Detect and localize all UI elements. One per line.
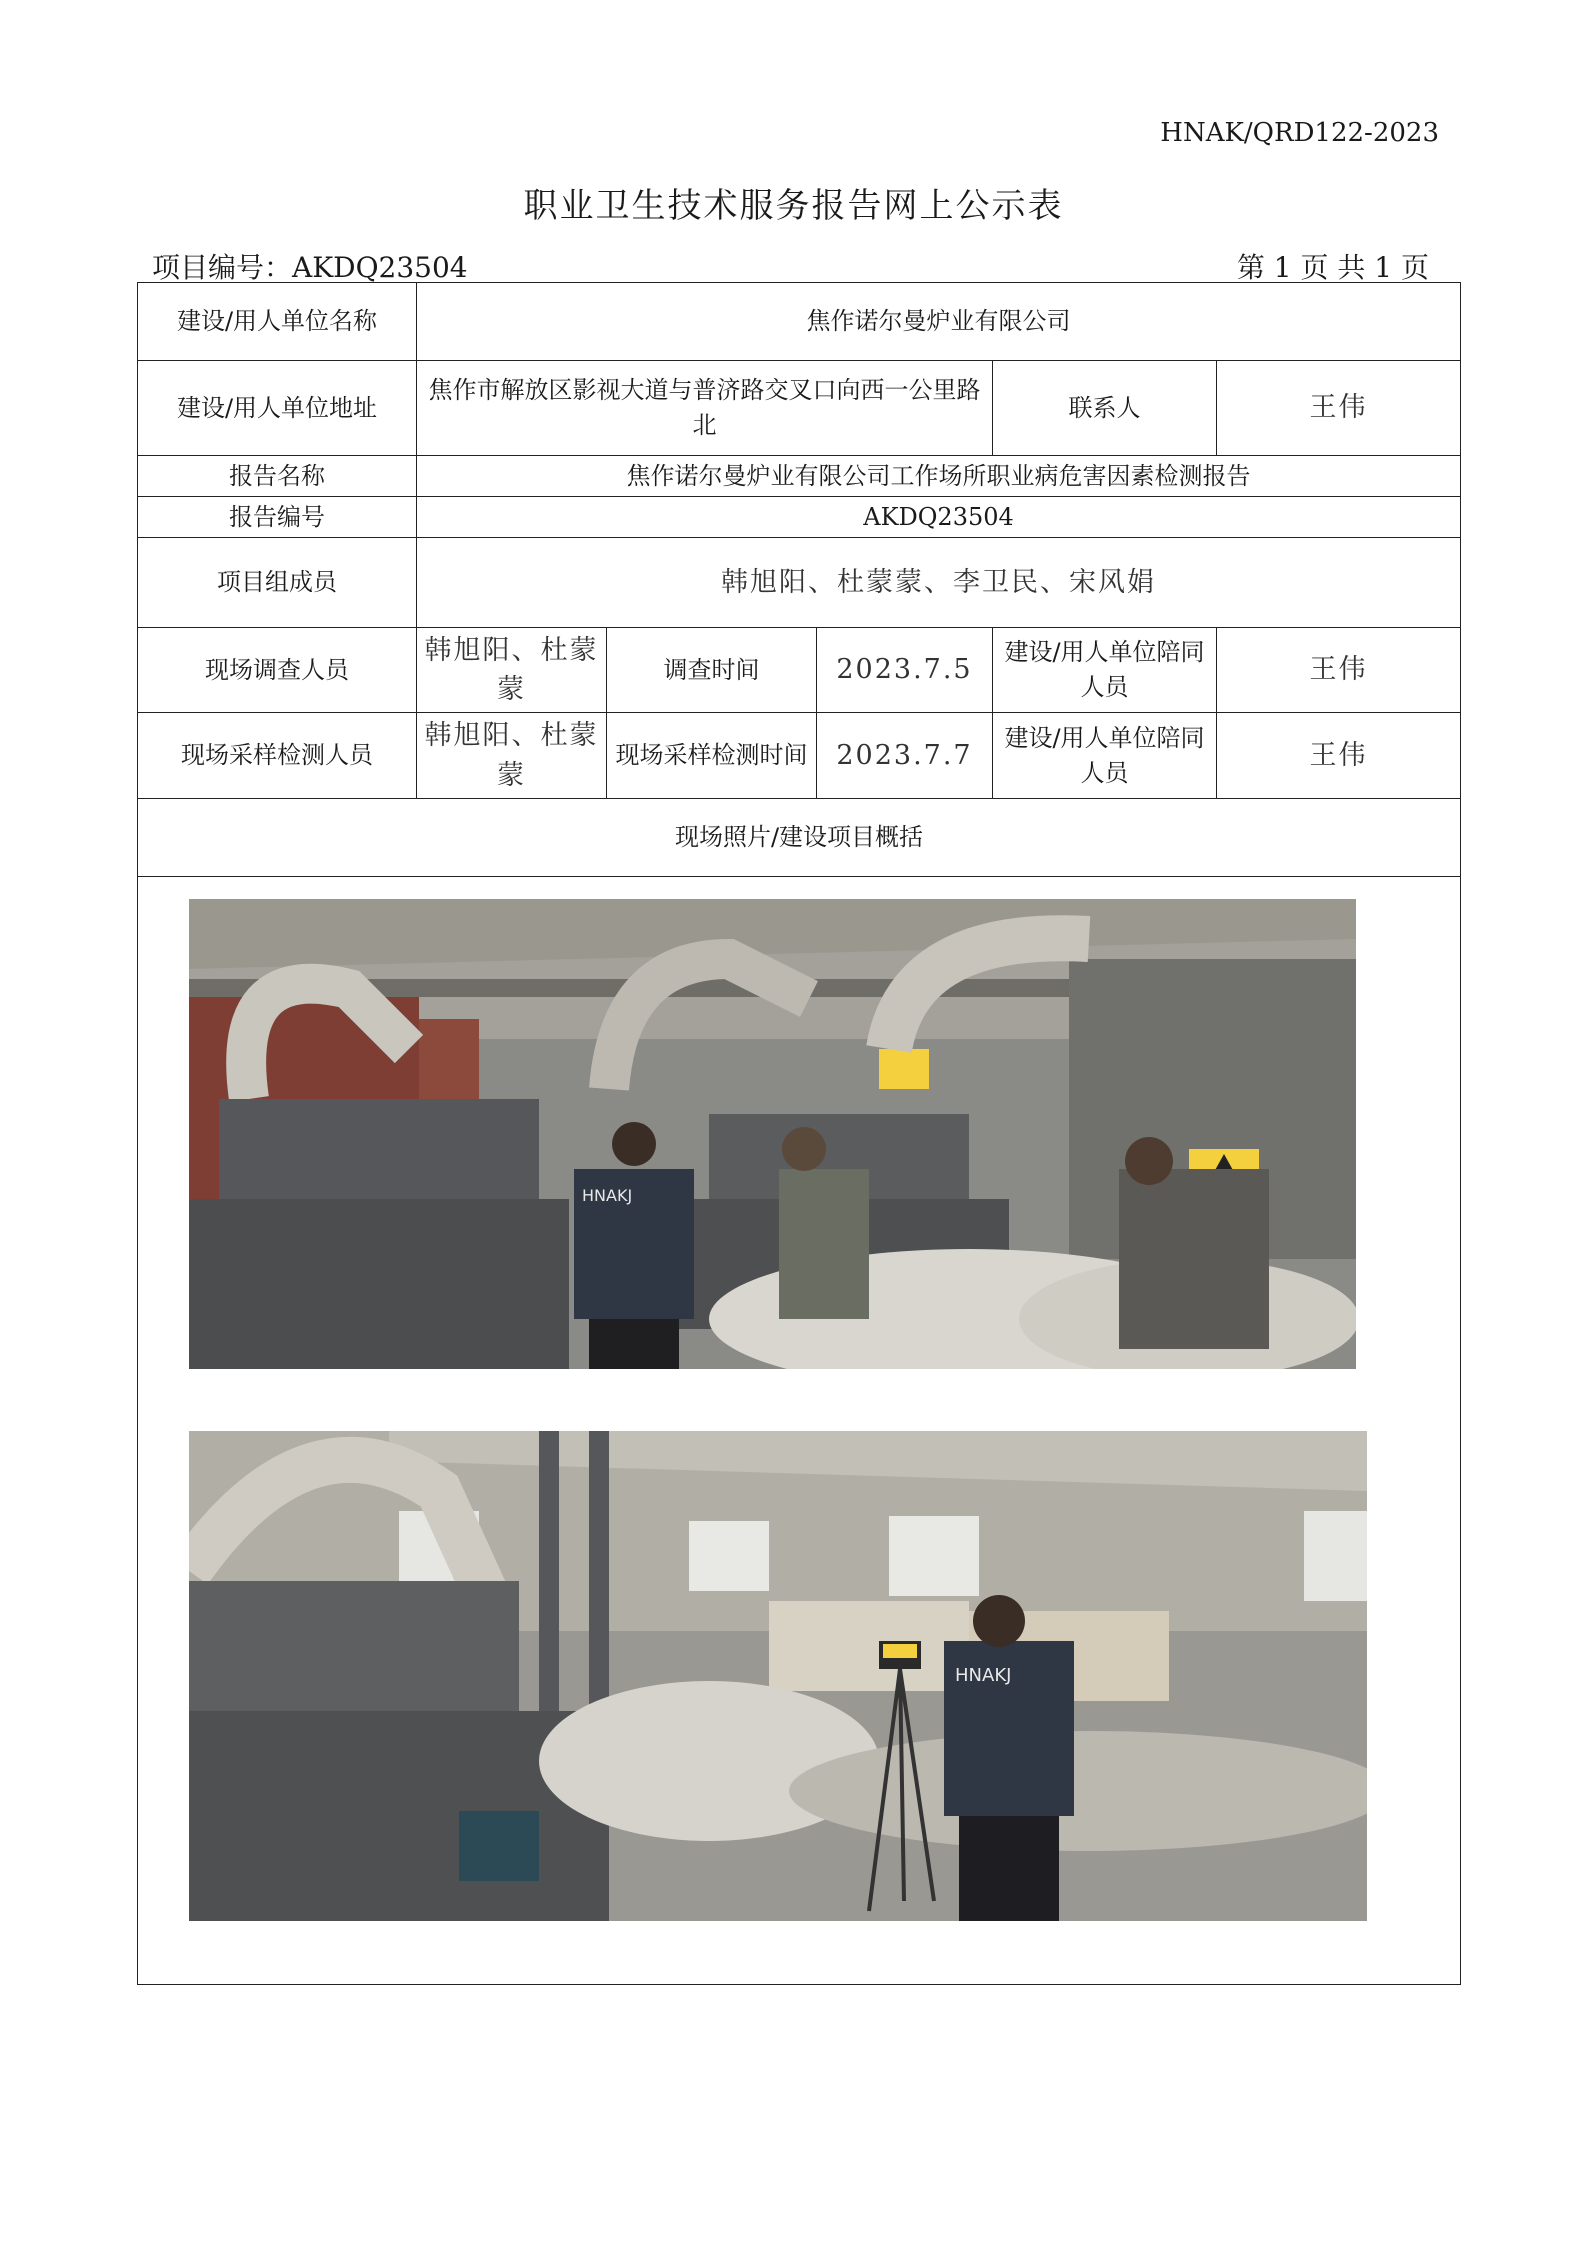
photos-cell (138, 877, 1461, 1985)
sampling-escort-value: 王伟 (1217, 713, 1461, 799)
table-row (138, 361, 1461, 456)
table-row (138, 799, 1461, 877)
survey-escort-label: 建设/用人单位陪同人员 (993, 628, 1217, 713)
sampling-escort-label: 建设/用人单位陪同人员 (993, 713, 1217, 799)
members-value: 韩旭阳、杜蒙蒙、李卫民、宋风娟 (417, 538, 1461, 628)
survey-time-label: 调查时间 (607, 628, 817, 713)
survey-time-value: 2023.7.5 (817, 628, 993, 713)
page-info: 第 1 页 共 1 页 (1236, 251, 1429, 284)
sampling-staff-label: 现场采样检测人员 (138, 713, 417, 799)
report-name-label: 报告名称 (138, 456, 417, 497)
site-photo-1-image (189, 899, 1356, 1369)
address-value: 焦作市解放区影视大道与普济路交叉口向西一公里路北 (417, 361, 993, 456)
site-photo-2-image (189, 1431, 1367, 1921)
report-number-label: 报告编号 (138, 497, 417, 538)
table-row (138, 713, 1461, 799)
table-row (138, 283, 1461, 361)
sampling-time-value: 2023.7.7 (817, 713, 993, 799)
contact-value: 王伟 (1217, 361, 1461, 456)
table-row (138, 877, 1461, 1985)
survey-staff-value: 韩旭阳、杜蒙蒙 (417, 628, 607, 713)
table-row (138, 456, 1461, 497)
survey-staff-label: 现场调查人员 (138, 628, 417, 713)
report-number-value: AKDQ23504 (417, 497, 1461, 538)
sampling-time-label: 现场采样检测时间 (607, 713, 817, 799)
report-name-value: 焦作诺尔曼炉业有限公司工作场所职业病危害因素检测报告 (417, 456, 1461, 497)
project-number: 项目编号：AKDQ23504 (152, 251, 468, 284)
table-row (138, 497, 1461, 538)
survey-escort-value: 王伟 (1217, 628, 1461, 713)
members-label: 项目组成员 (138, 538, 417, 628)
sampling-staff-value: 韩旭阳、杜蒙蒙 (417, 713, 607, 799)
table-row (138, 628, 1461, 713)
unit-name-label: 建设/用人单位名称 (138, 283, 417, 361)
table-row (138, 538, 1461, 628)
disclosure-table (137, 282, 1461, 1985)
page-title: 职业卫生技术服务报告网上公示表 (523, 186, 1064, 226)
unit-name-value: 焦作诺尔曼炉业有限公司 (417, 283, 1461, 361)
jacket-logo-1: HNAKJ (582, 1186, 633, 1205)
site-photo-1 (189, 899, 1356, 1369)
site-photo-2 (189, 1431, 1367, 1921)
document-code: HNAK/QRD122-2023 (1160, 118, 1439, 148)
jacket-logo-2: HNAKJ (955, 1665, 1012, 1686)
address-label: 建设/用人单位地址 (138, 361, 417, 456)
photos-label: 现场照片/建设项目概括 (138, 799, 1461, 877)
contact-label: 联系人 (993, 361, 1217, 456)
